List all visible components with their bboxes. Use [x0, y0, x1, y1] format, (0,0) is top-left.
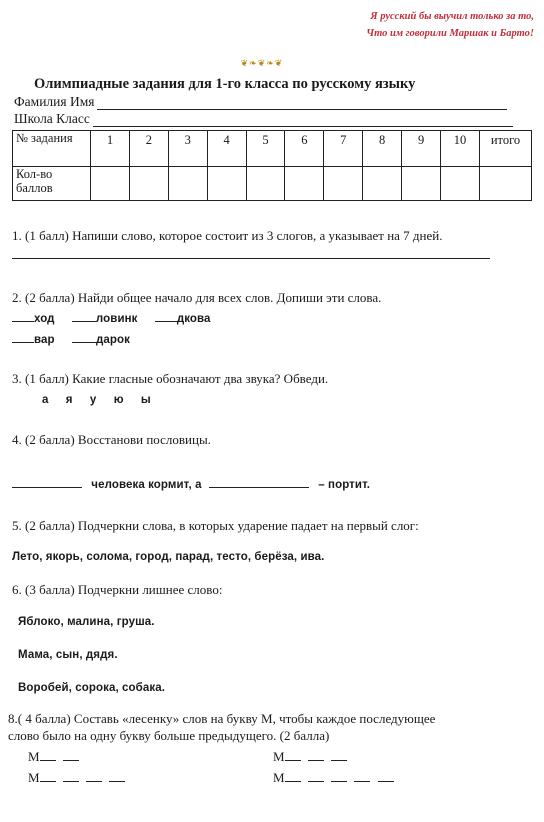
word-stem: ловинк: [95, 313, 138, 325]
points-cell[interactable]: [91, 167, 130, 201]
page-title: Олимпиадные задания для 1-го класса по русскому языку: [34, 76, 416, 92]
points-cell[interactable]: [285, 167, 324, 201]
ladder-blank[interactable]: [331, 770, 347, 782]
score-table: [12, 130, 532, 201]
points-cell[interactable]: [129, 167, 168, 201]
vowel-letter[interactable]: у: [89, 394, 97, 406]
ladder-blank[interactable]: [308, 749, 324, 761]
task-1-text: 1. (1 балл) Напиши слово, которое состоит из 3 слогов, а указывает на 7 дней.: [12, 228, 443, 243]
ladder-left-row-1: [28, 749, 79, 765]
school-line[interactable]: [93, 114, 513, 127]
ladder-blank[interactable]: [331, 749, 347, 761]
col-header-8: 8: [363, 131, 402, 167]
col-header-3: 3: [168, 131, 207, 167]
word-stem: ход: [34, 313, 55, 325]
ladder-blank[interactable]: [285, 749, 301, 761]
epigraph-line-2: Что им говорили Маршак и Барто!: [366, 28, 534, 39]
total-header: итого: [480, 131, 532, 167]
ladder-blank[interactable]: [378, 770, 394, 782]
points-cell[interactable]: [207, 167, 246, 201]
ladder-letter: М: [273, 749, 285, 764]
vowel-letter[interactable]: а: [42, 394, 49, 406]
ladder-blank[interactable]: [285, 770, 301, 782]
task-6-text: 6. (3 балла) Подчеркни лишнее слово:: [12, 582, 223, 597]
blank[interactable]: [209, 476, 309, 488]
task-3-text: 3. (1 балл) Какие гласные обозначают два звука? Обведи.: [12, 371, 329, 386]
col-header-6: 6: [285, 131, 324, 167]
ladder-blank[interactable]: [308, 770, 324, 782]
name-field: [14, 94, 507, 110]
ladder-right-row-2: [273, 770, 394, 786]
task-3-letters: [42, 392, 165, 408]
ladder-letter: М: [28, 770, 40, 785]
ladder-blank[interactable]: [63, 749, 79, 761]
epigraph: [274, 8, 534, 42]
ladder-blank[interactable]: [354, 770, 370, 782]
school-label: Школа Класс: [14, 111, 90, 126]
col-header-4: 4: [207, 131, 246, 167]
ladder-letter: М: [273, 770, 285, 785]
total-cell[interactable]: [480, 167, 532, 201]
vowel-letter[interactable]: ы: [140, 394, 151, 406]
task-6-row-2[interactable]: Мама, сын, дядя.: [18, 649, 118, 661]
word-stem: дкова: [176, 313, 211, 325]
ladder-left-row-2: [28, 770, 125, 786]
ladder-blank[interactable]: [86, 770, 102, 782]
points-cell[interactable]: [168, 167, 207, 201]
name-line[interactable]: [97, 97, 507, 110]
col-header-2: 2: [129, 131, 168, 167]
ladder-letter: М: [28, 749, 40, 764]
col-header-7: 7: [324, 131, 363, 167]
col-header-10: 10: [441, 131, 480, 167]
points-cell[interactable]: [441, 167, 480, 201]
word-stem: дарок: [95, 334, 130, 346]
blank[interactable]: [72, 331, 96, 343]
blank[interactable]: [72, 310, 96, 322]
points-cell[interactable]: [324, 167, 363, 201]
ornament-divider: ❦❧❦❧❦: [240, 58, 284, 68]
task-2-text: 2. (2 балла) Найди общее начало для всех слов. Допиши эти слова.: [12, 290, 382, 305]
blank[interactable]: [155, 310, 177, 322]
task-5-words[interactable]: Лето, якорь, солома, город, парад, тесто, берёза, ива.: [12, 551, 325, 563]
ladder-blank[interactable]: [40, 770, 56, 782]
school-field: [14, 111, 513, 127]
proverb-part-1: человека кормит, а: [91, 479, 202, 491]
vowel-letter[interactable]: я: [65, 394, 73, 406]
task-1-answer-line[interactable]: [12, 258, 490, 259]
task-4-text: 4. (2 балла) Восстанови пословицы.: [12, 432, 211, 447]
task-8-text-line-2: слово было на одну букву больше предыдущего. (2 балла): [8, 728, 330, 743]
task-6-row-3[interactable]: Воробей, сорока, собака.: [18, 682, 166, 694]
name-label: Фамилия Имя: [14, 94, 95, 109]
ladder-blank[interactable]: [63, 770, 79, 782]
word-stem: вар: [34, 334, 55, 346]
col-header-9: 9: [402, 131, 441, 167]
blank[interactable]: [12, 331, 34, 343]
points-cell[interactable]: [402, 167, 441, 201]
blank[interactable]: [12, 310, 34, 322]
task-2-words-row-2: [12, 331, 130, 348]
task-6-row-1[interactable]: Яблоко, малина, груша.: [18, 616, 155, 628]
blank[interactable]: [12, 476, 82, 488]
score-table-points-row: [13, 167, 532, 201]
col-header-5: 5: [246, 131, 285, 167]
points-cell[interactable]: [246, 167, 285, 201]
points-header: Кол-во баллов: [13, 167, 91, 201]
score-table-header-row: [13, 131, 532, 167]
ladder-right-row-1: [273, 749, 347, 765]
ladder-blank[interactable]: [40, 749, 56, 761]
points-cell[interactable]: [363, 167, 402, 201]
vowel-letter[interactable]: ю: [113, 394, 124, 406]
col-header-1: 1: [91, 131, 130, 167]
ladder-blank[interactable]: [109, 770, 125, 782]
epigraph-line-1: Я русский бы выучил только за то,: [370, 11, 534, 22]
proverb-part-2: – портит.: [318, 479, 371, 491]
task-number-header: № задания: [13, 131, 91, 167]
task-2-words-row-1: [12, 310, 211, 327]
task-8-text-line-1: 8.( 4 балла) Составь «лесенку» слов на букву М, чтобы каждое последующее: [8, 711, 436, 726]
task-4-proverb: [12, 476, 370, 493]
task-5-text: 5. (2 балла) Подчеркни слова, в которых ударение падает на первый слог:: [12, 518, 419, 533]
